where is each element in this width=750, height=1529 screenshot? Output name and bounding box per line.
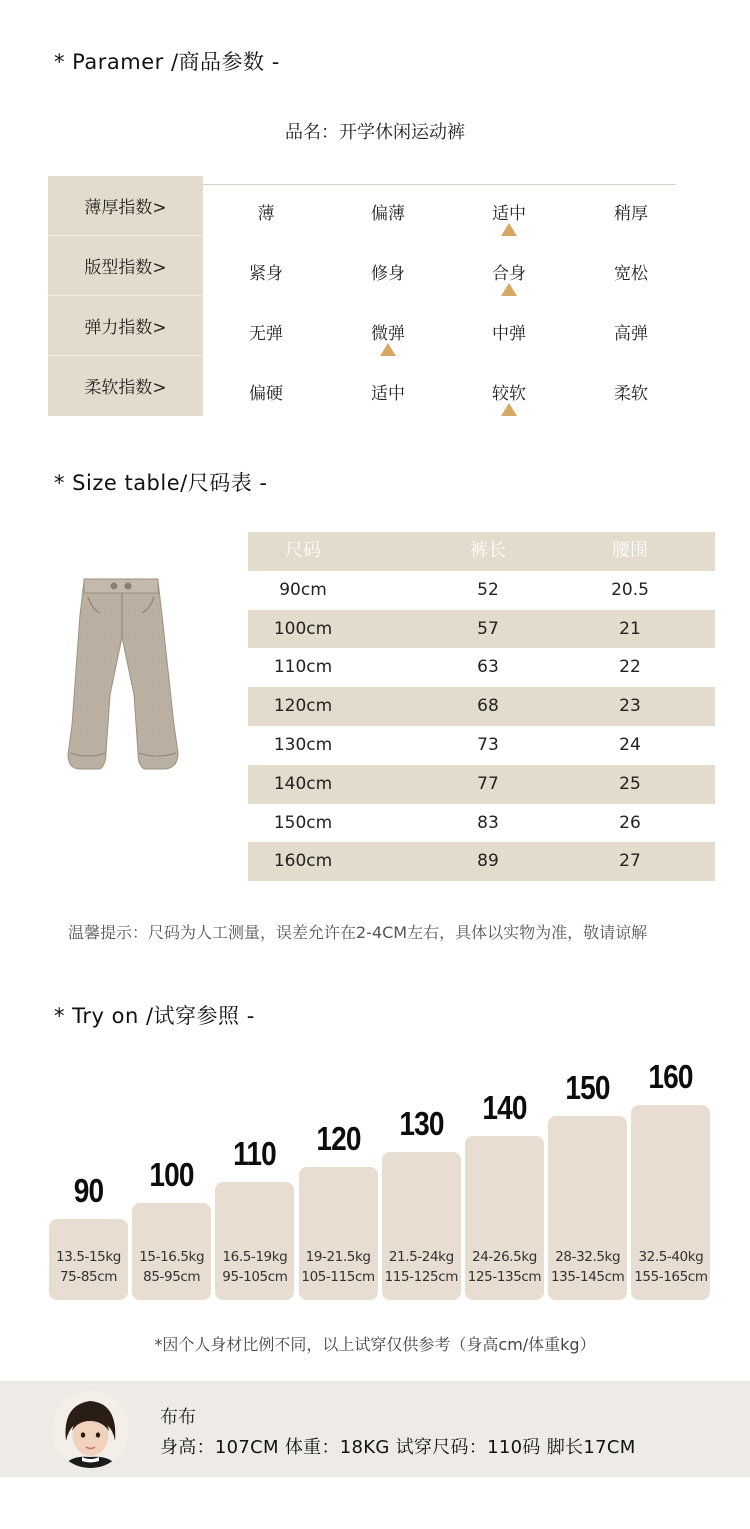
model-info-strip	[0, 1381, 750, 1477]
param-row	[48, 236, 676, 296]
try-on-note: *因个人身材比例不同，以上试穿仅供参考（身高cm/体重kg）	[154, 1335, 596, 1354]
try-on-weight: 32.5-40kg	[638, 1249, 704, 1265]
param-option: 薄	[257, 204, 275, 224]
table-row	[248, 610, 715, 649]
try-on-size-label: 110	[233, 1135, 277, 1172]
table-cell: 73	[477, 734, 499, 755]
table-cell: 77	[477, 773, 499, 794]
try-on-size-label: 130	[399, 1105, 444, 1142]
measurement-tip: 温馨提示：尺码为人工测量，误差允许在2-4CM左右，具体以实物为准，敬请谅解	[68, 923, 648, 942]
param-option: 紧身	[249, 264, 283, 284]
param-row	[48, 176, 676, 236]
table-row	[248, 842, 715, 881]
product-name: 品名：开学休闲运动裤	[285, 122, 465, 143]
try-on-bar	[299, 1167, 378, 1300]
section-title-parameters: * Paramer /商品参数 -	[54, 50, 280, 74]
table-cell: 89	[477, 851, 499, 872]
try-on-weight: 28-32.5kg	[555, 1249, 621, 1265]
table-cell: 160cm	[273, 851, 333, 872]
try-on-size-label: 100	[149, 1156, 194, 1193]
model-avatar	[52, 1391, 129, 1468]
table-cell: 27	[619, 851, 641, 872]
table-cell: 83	[477, 812, 499, 833]
try-on-height: 75-85cm	[59, 1269, 117, 1285]
table-cell: 52	[477, 579, 499, 600]
try-on-weight: 24-26.5kg	[472, 1249, 537, 1265]
size-table	[248, 532, 715, 881]
try-on-height: 155-165cm	[634, 1269, 708, 1285]
try-on-height: 125-135cm	[467, 1269, 542, 1285]
section-title-try-on: * Try on /试穿参照 -	[54, 1004, 255, 1028]
selected-triangle-icon	[501, 403, 517, 416]
section-title-size-table: * Size table/尺码表 -	[54, 471, 268, 495]
try-on-height: 85-95cm	[143, 1269, 201, 1285]
try-on-bar	[215, 1182, 294, 1300]
table-cell: 25	[619, 773, 641, 794]
try-on-bar	[132, 1203, 211, 1300]
try-on-size-label: 90	[73, 1172, 104, 1209]
try-on-bar	[548, 1116, 627, 1300]
model-name: 布布	[160, 1407, 196, 1428]
param-option: 适中	[492, 204, 526, 224]
size-table-header-cell: 尺码	[285, 540, 321, 561]
table-cell: 110cm	[273, 657, 333, 678]
table-cell: 21	[619, 618, 641, 639]
param-option: 合身	[492, 264, 526, 284]
param-option: 微弹	[371, 324, 405, 344]
param-label: 版型指数>	[84, 258, 167, 278]
pants-illustration	[62, 575, 182, 775]
try-on-weight: 13.5-15kg	[56, 1249, 121, 1265]
table-row	[248, 648, 715, 687]
param-option: 无弹	[249, 324, 283, 344]
table-row	[248, 571, 715, 610]
param-option: 适中	[371, 384, 405, 404]
try-on-weight: 21.5-24kg	[388, 1249, 454, 1265]
param-option: 中弹	[492, 324, 526, 344]
try-on-weight: 16.5-19kg	[222, 1249, 288, 1265]
try-on-bar	[382, 1152, 461, 1300]
table-cell: 120cm	[273, 696, 333, 717]
try-on-height: 105-115cm	[301, 1269, 375, 1285]
try-on-height: 135-145cm	[550, 1269, 625, 1285]
try-on-height: 95-105cm	[222, 1269, 288, 1285]
param-option: 偏硬	[249, 384, 283, 404]
size-table-header	[248, 532, 715, 571]
table-cell: 100cm	[273, 618, 333, 639]
selected-triangle-icon	[501, 223, 517, 236]
table-row	[248, 765, 715, 804]
param-option: 较软	[492, 384, 526, 404]
param-row	[48, 296, 676, 356]
try-on-weight: 15-16.5kg	[139, 1249, 205, 1265]
table-cell: 57	[477, 618, 499, 639]
table-cell: 140cm	[273, 773, 333, 794]
try-on-size-label: 140	[482, 1089, 527, 1126]
model-stats: 身高：107CM 体重：18KG 试穿尺码：110码 脚长17CM	[160, 1437, 636, 1458]
table-cell: 130cm	[273, 734, 333, 755]
param-option: 柔软	[614, 384, 648, 404]
table-cell: 26	[619, 812, 641, 833]
param-row	[48, 356, 676, 416]
param-label: 柔软指数>	[84, 378, 167, 398]
param-label: 弹力指数>	[84, 318, 167, 338]
param-option: 高弹	[614, 324, 648, 344]
try-on-bar	[49, 1219, 128, 1300]
table-row	[248, 804, 715, 843]
size-table-header-cell: 腰围	[612, 540, 648, 561]
try-on-height: 115-125cm	[384, 1269, 458, 1285]
param-option: 宽松	[614, 264, 648, 284]
table-cell: 20.5	[611, 579, 649, 600]
selected-triangle-icon	[501, 283, 517, 296]
selected-triangle-icon	[380, 343, 396, 356]
try-on-weight: 19-21.5kg	[305, 1249, 371, 1265]
table-row	[248, 687, 715, 726]
try-on-bar	[631, 1105, 710, 1300]
table-row	[248, 726, 715, 765]
table-cell: 150cm	[273, 812, 333, 833]
param-option: 稍厚	[614, 204, 648, 224]
table-cell: 63	[477, 657, 499, 678]
try-on-bar	[465, 1136, 544, 1300]
param-option: 偏薄	[371, 204, 405, 224]
param-label: 薄厚指数>	[84, 198, 167, 218]
table-cell: 68	[477, 696, 499, 717]
table-cell: 24	[619, 734, 641, 755]
try-on-size-label: 160	[648, 1058, 694, 1095]
table-cell: 23	[619, 696, 641, 717]
table-cell: 90cm	[279, 579, 327, 600]
table-cell: 22	[619, 657, 641, 678]
size-table-header-cell: 裤长	[470, 540, 506, 561]
param-option: 修身	[371, 264, 405, 284]
try-on-size-label: 150	[565, 1069, 610, 1106]
try-on-size-label: 120	[315, 1120, 361, 1157]
